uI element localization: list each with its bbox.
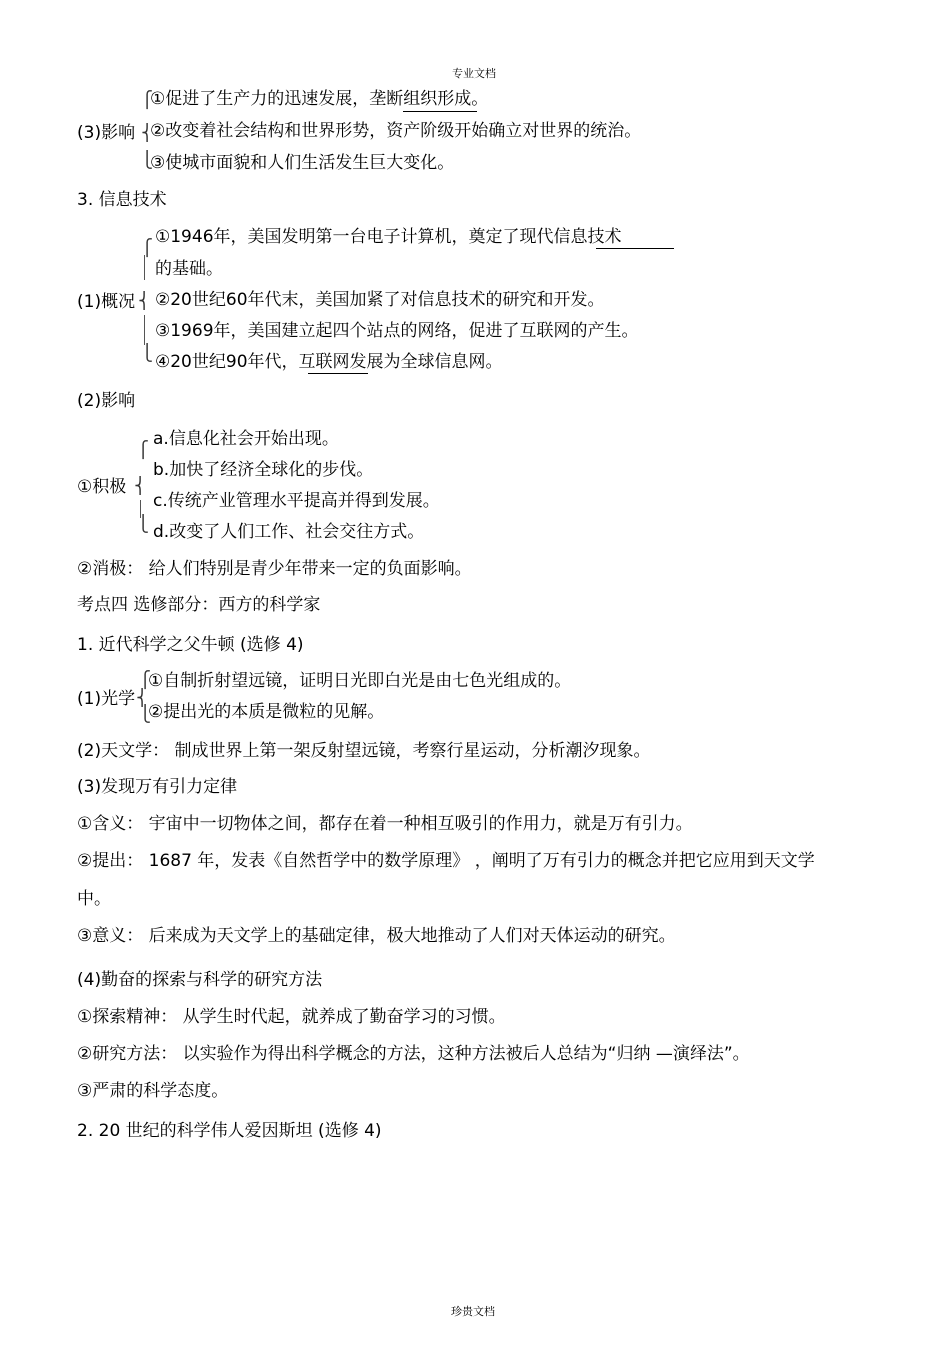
text-line: b.加快了经济全球化的步伐。 bbox=[153, 460, 374, 480]
brace-top: ⎧ bbox=[141, 238, 153, 257]
text-line: ②20世纪60年代末，美国加紧了对信息技术的研究和开发。 bbox=[155, 290, 605, 310]
text-line: ①自制折射望远镜，证明日光即白光是由七色光组成的。 bbox=[148, 671, 572, 691]
brace-line bbox=[144, 255, 145, 280]
brace-line bbox=[144, 315, 145, 345]
text-line: ②消极： 给人们特别是青少年带来一定的负面影响。 bbox=[77, 559, 472, 579]
brace-mid: ⎨ bbox=[141, 123, 153, 142]
text-line: 的基础。 bbox=[155, 259, 223, 279]
text-line: ③意义： 后来成为天文学上的基础定律，极大地推动了人们对天体运动的研究。 bbox=[77, 926, 676, 946]
text-line: ②改变着社会结构和世界形势，资产阶级开始确立对世界的统治。 bbox=[150, 121, 642, 141]
brace-bottom: ⎩ bbox=[141, 343, 153, 362]
brace-bottom: ⎩ bbox=[139, 704, 151, 723]
text-line: ①促进了生产力的迅速发展，垄断组织形成。 bbox=[150, 89, 489, 109]
text-line: ②提出： 1687 年，发表《自然哲学中的数学原理》 ，阐明了万有引力的概念并把它应用到天文学 bbox=[77, 851, 815, 871]
page-header: 专业文档 bbox=[452, 67, 496, 80]
underline bbox=[308, 373, 368, 374]
brace-bottom: ⎩ bbox=[141, 150, 153, 169]
text-line: ①含义： 宇宙中一切物体之间，都存在着一种相互吸引的作用力，就是万有引力。 bbox=[77, 814, 693, 834]
section-label: (1)概况 bbox=[77, 292, 136, 312]
text-line: 中。 bbox=[77, 889, 111, 909]
text-line: ③严肃的科学态度。 bbox=[77, 1081, 229, 1101]
brace-mid: ⎨ bbox=[136, 688, 148, 707]
brace-top: ⎧ bbox=[141, 90, 153, 109]
text-line: ③使城市面貌和人们生活发生巨大变化。 bbox=[150, 153, 455, 173]
text-line: ②提出光的本质是微粒的见解。 bbox=[148, 702, 385, 722]
brace-bottom: ⎩ bbox=[137, 514, 149, 533]
text-line: ③1969年，美国建立起四个站点的网络，促进了互联网的产生。 bbox=[155, 321, 639, 341]
section-heading: (4)勤奋的探索与科学的研究方法 bbox=[77, 970, 323, 990]
page-footer: 珍贵文档 bbox=[451, 1305, 495, 1318]
brace-mid: ⎨ bbox=[138, 291, 150, 310]
section-heading: 1. 近代科学之父牛顿 (选修 4) bbox=[77, 635, 304, 655]
section-label: ①积极 bbox=[77, 477, 127, 497]
text-line: d.改变了人们工作、社会交往方式。 bbox=[153, 522, 425, 542]
section-label: (1)光学 bbox=[77, 689, 136, 709]
section-heading: (3)发现万有引力定律 bbox=[77, 777, 238, 797]
text-line: ①探索精神： 从学生时代起，就养成了勤奋学习的习惯。 bbox=[77, 1007, 506, 1027]
underline bbox=[403, 111, 477, 112]
text-line: (2)天文学： 制成世界上第一架反射望远镜，考察行星运动，分析潮汐现象。 bbox=[77, 741, 651, 761]
text-line: c.传统产业管理水平提高并得到发展。 bbox=[153, 491, 440, 511]
section-heading: (2)影响 bbox=[77, 391, 136, 411]
text-line: ②研究方法： 以实验作为得出科学概念的方法，这种方法被后人总结为“归纳 —演绎法”。 bbox=[77, 1044, 750, 1064]
brace-mid: ⎨ bbox=[134, 476, 146, 495]
section-heading: 2. 20 世纪的科学伟人爱因斯坦 (选修 4) bbox=[77, 1121, 382, 1141]
brace-top: ⎧ bbox=[137, 440, 149, 459]
text-line: a.信息化社会开始出现。 bbox=[153, 429, 339, 449]
brace-top: ⎧ bbox=[139, 670, 151, 689]
text-line: ④20世纪90年代，互联网发展为全球信息网。 bbox=[155, 352, 503, 372]
section-heading: 3. 信息技术 bbox=[77, 190, 167, 210]
section-label: (3)影响 bbox=[77, 123, 136, 143]
underline bbox=[596, 248, 674, 249]
text-line: ①1946年，美国发明第一台电子计算机，奠定了现代信息技术 bbox=[155, 227, 622, 247]
section-heading: 考点四 选修部分：西方的科学家 bbox=[77, 595, 321, 615]
